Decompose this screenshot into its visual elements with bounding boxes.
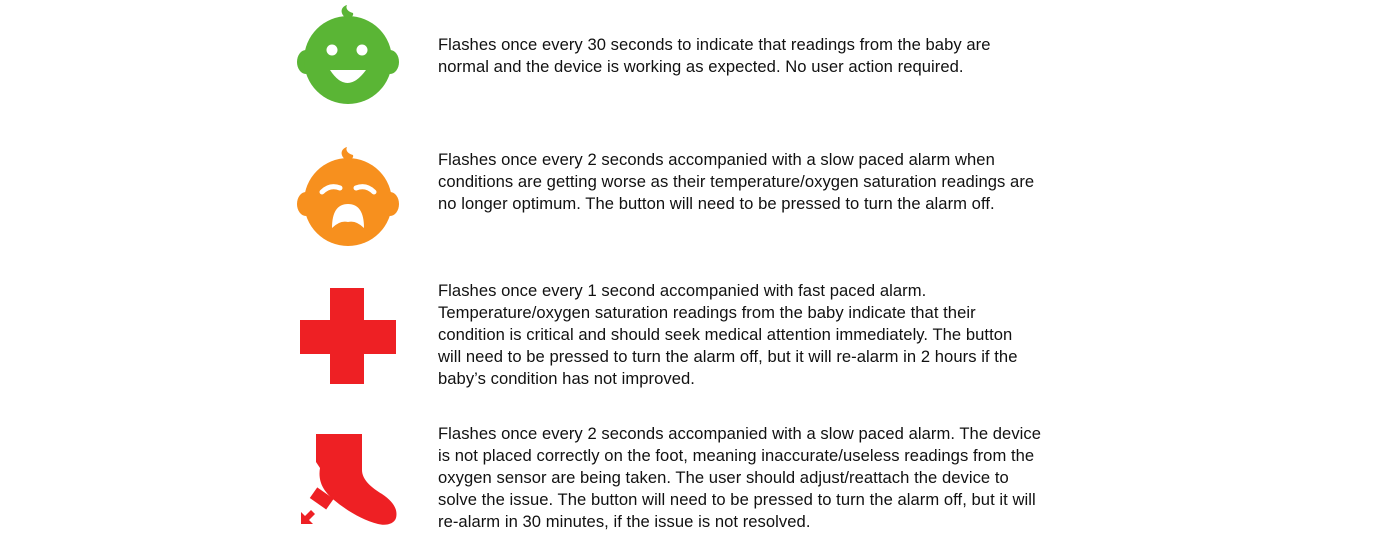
happy-baby-face-icon [296,4,400,108]
detached-foot-sensor-icon [296,422,400,526]
distressed-baby-face-icon [296,144,400,248]
status-description: Flashes once every 2 seconds accompanied with a slow paced alarm when conditions are getting worse as their temperature/oxygen saturation readings are no longer optimum. The button will need to be pressed to turn the alarm off. [438,150,1035,213]
status-description: Flashes once every 1 second accompanied with fast paced alarm. Temperature/oxygen saturation readings from the baby indicate that their condition is critical and should seek medical attention immediately. The button will need to be pressed to turn the alarm off, but it will re-alarm in 2 hours if the baby’s condition has not improved. [438,281,1018,388]
medical-cross-icon [298,286,398,386]
status-description: Flashes once every 30 seconds to indicate that readings from the baby are normal and the device is working as expected. No user action required. [438,35,991,76]
status-description: Flashes once every 2 seconds accompanied with a slow paced alarm. The device is not placed correctly on the foot, meaning inaccurate/useless readings from the oxygen sensor are being taken. The user should adjust/reattach the device to solve the issue. The button will need to be pressed to turn the alarm off, but it will re-alarm in 30 minutes, if the issue is not resolved. [438,424,1042,531]
